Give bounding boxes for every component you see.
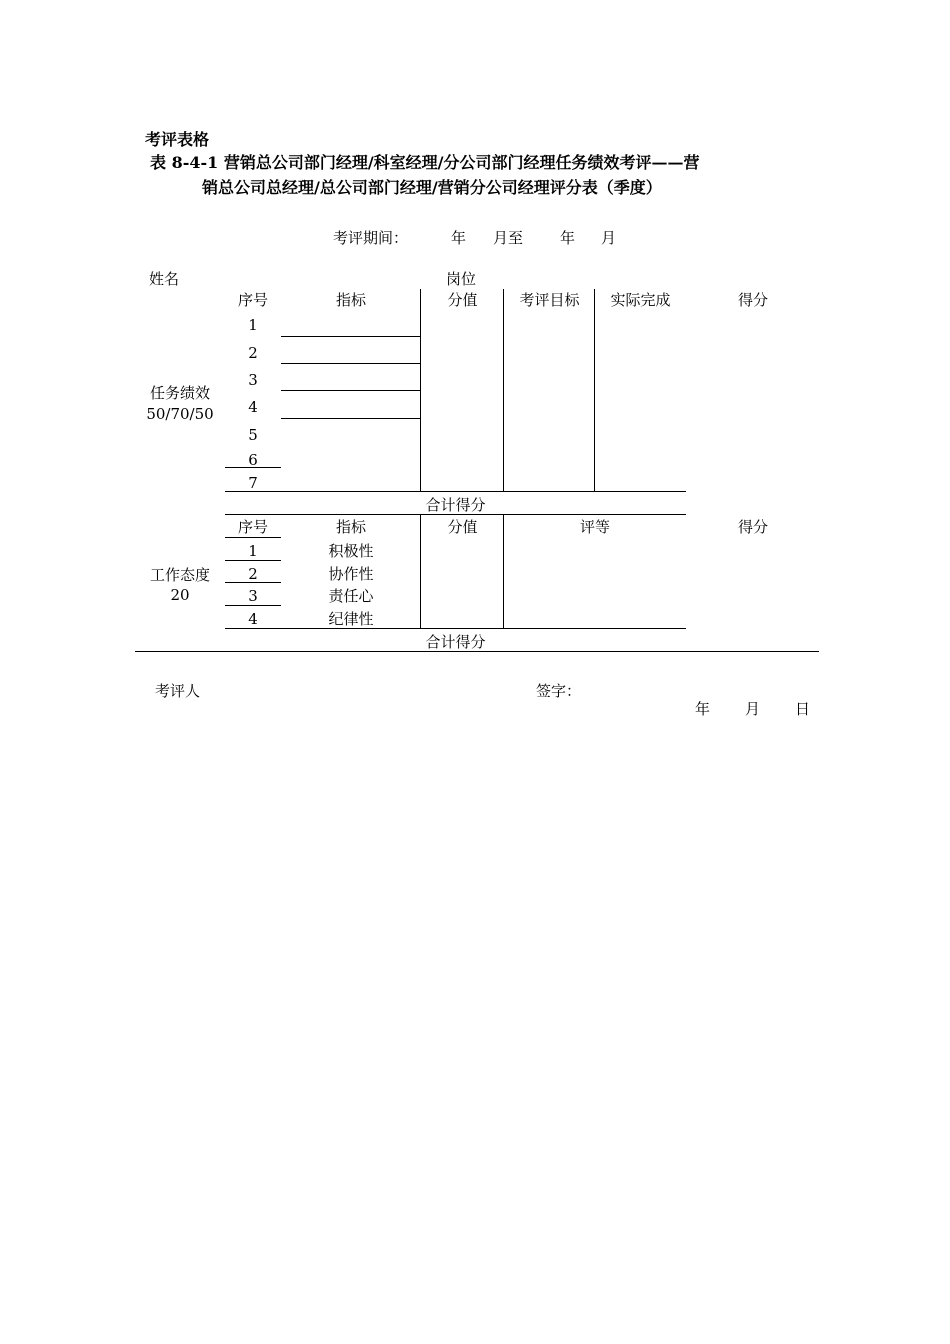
attitude-row-indicator: 纪律性 [328,610,374,628]
attitude-header-score: 得分 [737,518,768,536]
task-divider [420,289,421,491]
row-divider [281,363,420,364]
period-year-start: 年 [451,229,467,247]
attitude-total-label: 合计得分 [425,633,486,651]
attitude-header-rating: 评等 [579,518,610,536]
attitude-row-indicator: 积极性 [328,542,374,560]
task-header-indicator: 指标 [335,291,366,309]
signature-label: 签字： [536,682,582,700]
task-section-weight: 50/70/50 [146,405,214,423]
task-divider [503,289,504,491]
date-month: 月 [745,700,761,718]
attitude-row-seq: 1 [248,542,258,560]
task-row-seq: 4 [248,398,258,416]
attitude-divider [503,515,504,628]
row-divider [281,390,420,391]
attitude-divider [420,515,421,628]
row-divider [225,491,686,492]
row-divider [281,418,420,419]
attitude-header-indicator: 指标 [335,518,366,536]
period-month-start: 月至 [493,229,524,247]
row-divider [225,628,686,629]
task-row-seq: 6 [248,451,258,469]
task-row-seq: 1 [248,316,258,334]
attitude-header-seq: 序号 [237,518,268,536]
row-divider [281,336,420,337]
table-title-line2: 销总公司总经理/总公司部门经理/营销分公司经理评分表（季度） [202,178,662,197]
task-header-score: 得分 [737,291,768,309]
task-section-label: 任务绩效 [149,384,210,402]
task-header-target: 考评目标 [519,291,580,309]
row-divider [225,537,281,538]
date-year: 年 [695,700,711,718]
attitude-row-seq: 2 [248,565,258,583]
attitude-row-seq: 3 [248,587,258,605]
period-label: 考评期间： [333,229,409,247]
task-row-seq: 2 [248,344,258,362]
attitude-header-score-value: 分值 [447,518,478,536]
task-row-seq: 3 [248,371,258,389]
row-divider [225,514,686,515]
row-divider [225,582,281,583]
task-row-seq: 5 [248,426,258,444]
task-header-score-value: 分值 [447,291,478,309]
attitude-section-label: 工作态度 [149,566,210,584]
section-heading: 考评表格 [145,130,210,149]
attitude-section-weight: 20 [170,586,190,604]
task-total-label: 合计得分 [425,496,486,514]
period-month-end: 月 [601,229,617,247]
name-label: 姓名 [149,270,180,288]
task-row-seq: 7 [248,474,258,492]
position-label: 岗位 [446,270,477,288]
table-title-line1: 表 8-4-1 营销总公司部门经理/科室经理/分公司部门经理任务绩效考评——营 [150,153,700,172]
table-bottom-rule [135,651,819,652]
row-divider [225,605,281,606]
period-year-end: 年 [560,229,576,247]
attitude-row-seq: 4 [248,610,258,628]
evaluator-label: 考评人 [155,682,201,700]
task-header-seq: 序号 [237,291,268,309]
row-divider [225,467,281,468]
attitude-row-indicator: 协作性 [328,565,374,583]
date-day: 日 [795,700,811,718]
task-divider [594,289,595,491]
row-divider [225,560,281,561]
task-header-actual: 实际完成 [610,291,671,309]
attitude-row-indicator: 责任心 [328,587,374,605]
